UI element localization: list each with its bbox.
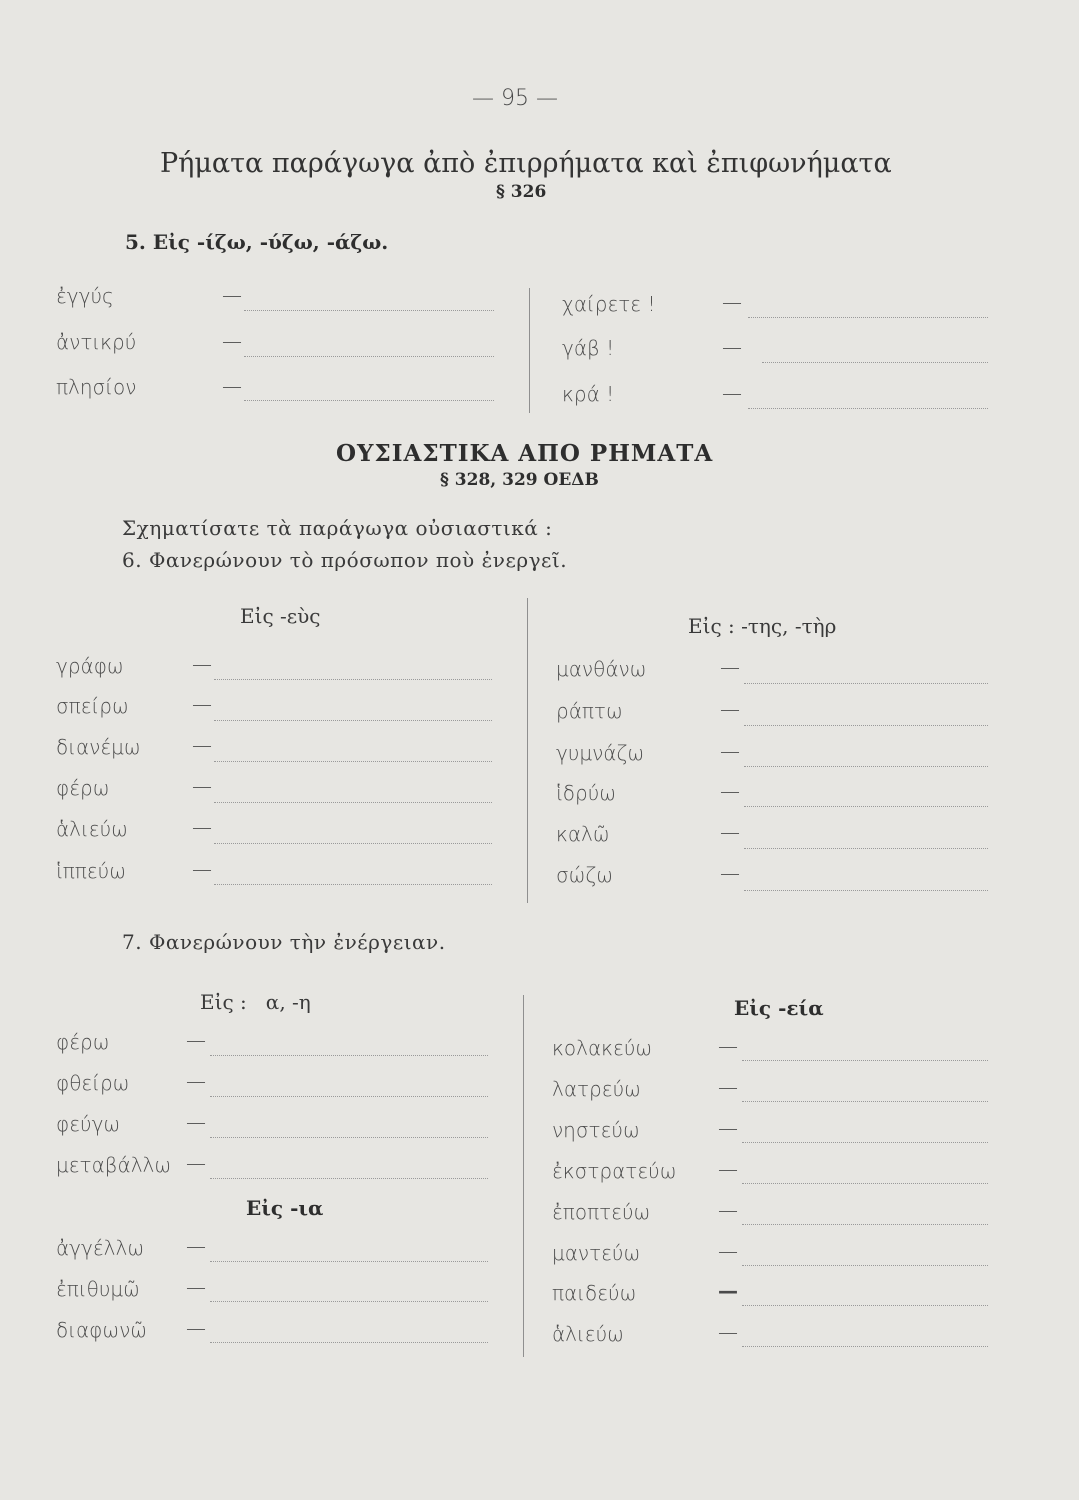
exercise-6-heading: 6. Φανερώνουν τὸ πρόσωπον ποὺ ἐνεργεῖ.	[122, 548, 568, 572]
dash: —	[222, 329, 242, 353]
list-item-word: σπείρω	[56, 694, 129, 718]
column-header: Εἰς : α, -η	[200, 990, 311, 1014]
list-item-word: διανέμω	[56, 735, 141, 759]
column-divider	[527, 598, 528, 903]
answer-line[interactable]	[744, 766, 988, 767]
answer-line[interactable]	[744, 725, 988, 726]
answer-line[interactable]	[210, 1342, 488, 1343]
list-item-word: ράπτω	[556, 699, 623, 723]
dash: —	[186, 1028, 206, 1052]
list-item-word: διαφωνῶ	[56, 1318, 148, 1342]
dash: —	[192, 815, 212, 839]
answer-line[interactable]	[210, 1096, 488, 1097]
dash: —	[192, 857, 212, 881]
list-item-word: ἱδρύω	[556, 781, 617, 805]
list-item-word: κρά !	[562, 382, 615, 406]
column-header: Εἰς -ια	[246, 1196, 324, 1220]
list-item-word: λατρεύω	[552, 1077, 641, 1101]
answer-line[interactable]	[748, 317, 988, 318]
list-item-word: ἐγγύς	[56, 284, 114, 308]
list-item-word: μαντεύω	[552, 1241, 641, 1265]
answer-line[interactable]	[744, 848, 988, 849]
list-item-word: γάβ !	[562, 336, 615, 360]
dash: —	[186, 1234, 206, 1258]
dash: —	[222, 374, 242, 398]
column-divider	[529, 288, 530, 413]
list-item-word: παιδεύω	[552, 1281, 637, 1305]
answer-line[interactable]	[742, 1060, 988, 1061]
page-title: Ρήματα παράγωγα ἀπὸ ἐπιρρήματα καὶ ἐπιφωνήματα	[160, 148, 892, 179]
answer-line[interactable]	[742, 1224, 988, 1225]
page-number: — 95 —	[472, 86, 558, 111]
answer-line[interactable]	[214, 761, 492, 762]
exercise-5-heading: 5. Εἰς -ίζω, -ύζω, -άζω.	[125, 230, 389, 254]
dash: —	[192, 652, 212, 676]
list-item-word: φέρω	[56, 776, 110, 800]
answer-line[interactable]	[244, 310, 494, 311]
answer-line[interactable]	[244, 356, 494, 357]
dash: —	[718, 1320, 738, 1344]
answer-line[interactable]	[742, 1305, 988, 1306]
dash: —	[718, 1075, 738, 1099]
dash: —	[192, 733, 212, 757]
dash: —	[718, 1279, 738, 1303]
answer-line[interactable]	[210, 1301, 488, 1302]
answer-line[interactable]	[742, 1346, 988, 1347]
list-item-word: κολακεύω	[552, 1036, 653, 1060]
answer-line[interactable]	[742, 1101, 988, 1102]
dash: —	[192, 774, 212, 798]
list-item-word: μανθάνω	[556, 657, 647, 681]
list-item-word: ἁλιεύω	[56, 817, 128, 841]
list-item-word: ἐπιθυμῶ	[56, 1277, 140, 1301]
dash: —	[720, 697, 740, 721]
dash: —	[718, 1157, 738, 1181]
column-header: Εἰς : -της, -τὴρ	[688, 614, 837, 638]
answer-line[interactable]	[214, 843, 492, 844]
dash: —	[186, 1069, 206, 1093]
list-item-word: γράφω	[56, 654, 124, 678]
list-item-word: φέρω	[56, 1030, 110, 1054]
column-header: Εἰς -εὺς	[240, 604, 321, 628]
section-ref: § 326	[496, 182, 547, 202]
dash: —	[186, 1275, 206, 1299]
answer-line[interactable]	[214, 802, 492, 803]
answer-line[interactable]	[214, 679, 492, 680]
answer-line[interactable]	[742, 1183, 988, 1184]
dash: —	[722, 290, 742, 314]
dash: —	[186, 1110, 206, 1134]
answer-line[interactable]	[210, 1055, 488, 1056]
list-item-word: γυμνάζω	[556, 741, 645, 765]
list-item-word: ἀγγέλλω	[56, 1236, 145, 1260]
section-ref: § 328, 329 ΟΕΔΒ	[440, 470, 599, 490]
dash: —	[722, 381, 742, 405]
answer-line[interactable]	[744, 890, 988, 891]
list-item-word: ἁλιεύω	[552, 1322, 624, 1346]
column-header: Εἰς -εία	[734, 996, 824, 1020]
list-item-word: σώζω	[556, 863, 614, 887]
answer-line[interactable]	[214, 720, 492, 721]
answer-line[interactable]	[742, 1142, 988, 1143]
instruction: Σχηματίσατε τὰ παράγωγα οὐσιαστικά :	[122, 516, 553, 540]
dash: —	[192, 692, 212, 716]
answer-line[interactable]	[748, 408, 988, 409]
list-item-word: χαίρετε !	[562, 292, 656, 316]
list-item-word: πλησίον	[56, 375, 137, 399]
answer-line[interactable]	[744, 806, 988, 807]
list-item-word: ἱππεύω	[56, 859, 126, 883]
exercise-7-heading: 7. Φανερώνουν τὴν ἐνέργειαν.	[122, 930, 446, 954]
dash: —	[186, 1316, 206, 1340]
dash: —	[186, 1151, 206, 1175]
answer-line[interactable]	[210, 1178, 488, 1179]
answer-line[interactable]	[744, 683, 988, 684]
answer-line[interactable]	[762, 362, 988, 363]
dash: —	[720, 655, 740, 679]
list-item-word: φεύγω	[56, 1112, 121, 1136]
answer-line[interactable]	[210, 1261, 488, 1262]
list-item-word: ἀντικρύ	[56, 330, 137, 354]
section-title: ΟΥΣΙΑΣΤΙΚΑ ΑΠΟ ΡΗΜΑΤΑ	[336, 440, 714, 467]
list-item-word: μεταβάλλω	[56, 1153, 172, 1177]
list-item-word: καλῶ	[556, 822, 610, 846]
dash: —	[720, 861, 740, 885]
dash: —	[720, 820, 740, 844]
list-item-word: φθείρω	[56, 1071, 130, 1095]
dash: —	[718, 1116, 738, 1140]
dash: —	[720, 739, 740, 763]
list-item-word: ἐποπτεύω	[552, 1200, 651, 1224]
answer-line[interactable]	[244, 400, 494, 401]
list-item-word: ἐκστρατεύω	[552, 1159, 677, 1183]
list-item-word: νηστεύω	[552, 1118, 640, 1142]
dash: —	[720, 779, 740, 803]
dash: —	[222, 283, 242, 307]
answer-line[interactable]	[742, 1265, 988, 1266]
dash: —	[718, 1239, 738, 1263]
dash: —	[722, 335, 742, 359]
dash: —	[718, 1198, 738, 1222]
dash: —	[718, 1034, 738, 1058]
answer-line[interactable]	[210, 1137, 488, 1138]
column-divider	[523, 995, 524, 1357]
answer-line[interactable]	[214, 884, 492, 885]
